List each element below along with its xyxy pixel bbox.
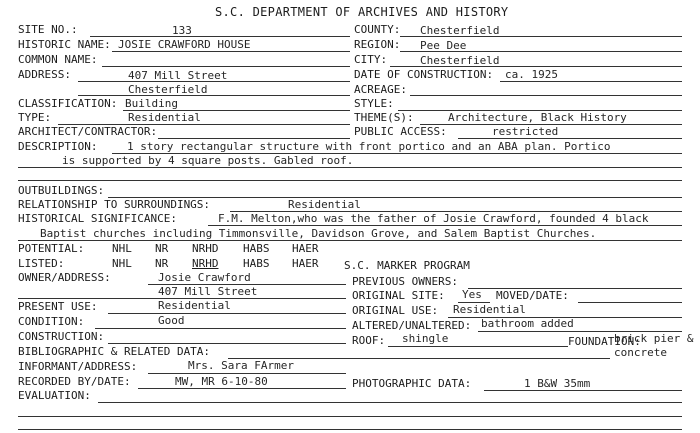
rule-region (400, 51, 682, 52)
public-access-label: PUBLIC ACCESS: (354, 125, 447, 138)
county-label: COUNTY: (354, 23, 401, 36)
themes-label: THEME(S): (354, 111, 414, 124)
acreage-label: ACREAGE: (354, 83, 407, 96)
form-header: S.C. DEPARTMENT OF ARCHIVES AND HISTORY (215, 5, 509, 19)
type-label: TYPE: (18, 111, 52, 124)
public-access-value: restricted (492, 125, 559, 138)
evaluation-label: EVALUATION: (18, 389, 91, 402)
present-use-value: Residential (158, 299, 231, 312)
date-construction-label: DATE OF CONSTRUCTION: (354, 68, 494, 81)
informant-label: INFORMANT/ADDRESS: (18, 360, 138, 373)
present-use-label: PRESENT USE: (18, 300, 98, 313)
description-line1: 1 story rectangular structure with front portico and an ABA plan. Portico (127, 140, 611, 153)
foundation-line1: brick pier & (614, 332, 694, 345)
foundation-line2: concrete (614, 346, 667, 359)
original-use-label: ORIGINAL USE: (352, 304, 439, 317)
description-line2: is supported by 4 square posts. Gabled roof. (62, 154, 354, 167)
significance-line2: Baptist churches including Timmonsville, Davidson Grove, and Salem Baptist Churches. (40, 227, 597, 240)
rule-significance-2 (18, 240, 682, 241)
rule-description-3 (18, 180, 682, 181)
rule-construction (108, 343, 346, 344)
region-label: REGION: (354, 38, 401, 51)
potential-nrhd: NRHD (192, 242, 219, 255)
historic-name-value: JOSIE CRAWFORD HOUSE (118, 38, 251, 51)
rule-photographic-data (484, 390, 682, 391)
rule-evaluation-1 (98, 402, 682, 403)
potential-label: POTENTIAL: (18, 242, 85, 255)
listed-nhl: NHL (112, 257, 132, 270)
common-name-label: COMMON NAME: (18, 53, 98, 66)
rule-public-access (458, 138, 682, 139)
original-use-value: Residential (453, 303, 526, 316)
themes-value: Architecture, Black History (448, 111, 627, 124)
rule-informant (148, 373, 346, 374)
relationship-value: Residential (288, 198, 361, 211)
original-site-value: Yes (462, 288, 482, 301)
rule-evaluation-2 (18, 416, 682, 417)
owner-line2: 407 Mill Street (158, 285, 258, 298)
condition-label: CONDITION: (18, 315, 85, 328)
previous-owners-label: PREVIOUS OWNERS: (352, 275, 458, 288)
informant-value: Mrs. Sara FArmer (188, 359, 294, 372)
outbuildings-label: OUTBUILDINGS: (18, 184, 105, 197)
classification-value: Building (125, 97, 178, 110)
roof-value: shingle (402, 332, 449, 345)
rule-condition (95, 328, 346, 329)
site-no-label: SITE NO.: (18, 23, 78, 36)
rule-address-2 (78, 95, 350, 96)
classification-label: CLASSIFICATION: (18, 97, 118, 110)
altered-unaltered-label: ALTERED/UNALTERED: (352, 319, 472, 332)
rule-common-name (102, 66, 350, 67)
rule-moved-date (578, 302, 682, 303)
rule-address-1 (78, 81, 350, 82)
site-no-value: 133 (172, 24, 192, 37)
date-construction-value: ca. 1925 (505, 68, 558, 81)
rule-evaluation-3 (18, 429, 682, 430)
bibliographic-label: BIBLIOGRAPHIC & RELATED DATA: (18, 345, 211, 358)
roof-label: ROOF: (352, 334, 386, 347)
significance-line1: F.M. Melton,who was the father of Josie Crawford, founded 4 black (218, 212, 649, 225)
rule-recorded-by (138, 388, 346, 389)
relationship-label: RELATIONSHIP TO SURROUNDINGS: (18, 198, 211, 211)
rule-city (390, 66, 682, 67)
address-label: ADDRESS: (18, 68, 71, 81)
moved-date-label: MOVED/DATE: (496, 289, 569, 302)
rule-significance-1 (208, 225, 682, 226)
region-value: Pee Dee (420, 39, 467, 52)
city-value: Chesterfield (420, 54, 500, 67)
rule-site-no (90, 36, 350, 37)
altered-value: bathroom added (481, 317, 574, 330)
potential-nr: NR (155, 242, 169, 255)
architect-label: ARCHITECT/CONTRACTOR: (18, 125, 158, 138)
rule-roof (388, 346, 568, 347)
address-line2-value: Chesterfield (128, 83, 208, 96)
potential-nhl: NHL (112, 242, 132, 255)
photographic-data-value: 1 B&W 35mm (524, 377, 591, 390)
rule-historic-name (112, 51, 350, 52)
rule-present-use (108, 313, 346, 314)
listed-nrhd: NRHD (192, 257, 219, 270)
listed-habs: HABS (243, 257, 270, 270)
listed-nr: NR (155, 257, 169, 270)
address-line1-value: 407 Mill Street (128, 69, 228, 82)
rule-description-2 (18, 167, 682, 168)
listed-haer: HAER (292, 257, 319, 270)
marker-program-label: S.C. MARKER PROGRAM (344, 259, 470, 272)
rule-architect (158, 138, 350, 139)
potential-habs: HABS (243, 242, 270, 255)
type-value: Residential (128, 111, 201, 124)
foundation-label: FOUNDATION: (568, 335, 641, 348)
potential-haer: HAER (292, 242, 319, 255)
original-site-label: ORIGINAL SITE: (352, 289, 445, 302)
city-label: CITY: (354, 53, 388, 66)
recorded-by-label: RECORDED BY/DATE: (18, 375, 131, 388)
rule-date-construction (500, 81, 682, 82)
description-label: DESCRIPTION: (18, 140, 98, 153)
photographic-data-label: PHOTOGRAPHIC DATA: (352, 377, 472, 390)
recorded-by-value: MW, MR 6-10-80 (175, 375, 268, 388)
condition-value: Good (158, 314, 185, 327)
style-label: STYLE: (354, 97, 394, 110)
historical-significance-label: HISTORICAL SIGNIFICANCE: (18, 212, 177, 225)
county-value: Chesterfield (420, 24, 500, 37)
listed-label: LISTED: (18, 257, 65, 270)
rule-county (400, 36, 682, 37)
owner-address-label: OWNER/ADDRESS: (18, 271, 111, 284)
owner-line1: Josie Crawford (158, 271, 251, 284)
historic-name-label: HISTORIC NAME: (18, 38, 111, 51)
construction-label: CONSTRUCTION: (18, 330, 105, 343)
rule-acreage (410, 95, 682, 96)
